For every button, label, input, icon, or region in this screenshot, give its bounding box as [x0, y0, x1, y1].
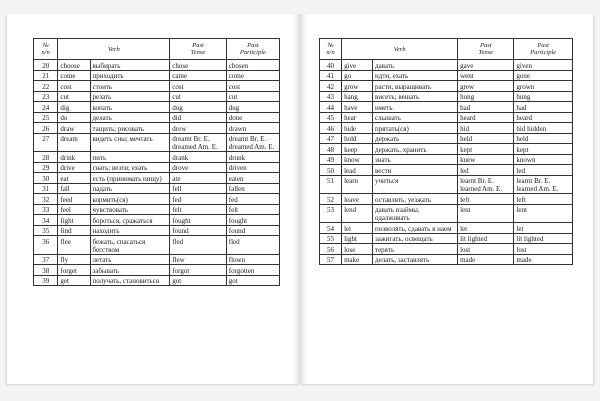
verb-infinitive: hold: [342, 133, 373, 144]
table-row: [320, 165, 573, 176]
table-header-row: [34, 39, 280, 60]
row-number: 20: [34, 60, 58, 71]
verb-infinitive: feel: [58, 204, 90, 215]
verb-past-participle: held: [514, 133, 573, 144]
verb-past-participle: chosen: [226, 60, 279, 71]
verb-infinitive: lose: [342, 244, 373, 255]
verb-translation: пить: [90, 152, 170, 163]
verb-past-tense: hid: [458, 123, 514, 134]
row-number: 44: [320, 102, 342, 113]
verb-past-tense: led: [458, 165, 514, 176]
verb-past-tense: got: [170, 275, 227, 286]
verb-past-tense: drew: [170, 123, 227, 134]
verb-translation: зажигать, освещать: [373, 233, 458, 244]
verb-infinitive: keep: [342, 144, 373, 155]
table-row: [320, 144, 573, 155]
table-row: [320, 254, 573, 265]
row-number: 26: [34, 123, 58, 134]
verb-translation: резать: [90, 91, 170, 102]
verb-infinitive: flee: [58, 236, 90, 255]
table-row: [320, 70, 573, 81]
verb-past-tense: fled: [170, 236, 227, 255]
verb-translation: бежать, спасаться бегством: [90, 236, 170, 255]
row-number: 42: [320, 81, 342, 92]
verb-infinitive: learn: [342, 175, 373, 194]
verb-past-tense: chose: [170, 60, 227, 71]
verb-infinitive: come: [58, 70, 90, 81]
verb-infinitive: go: [342, 70, 373, 81]
verb-past-participle: cost: [226, 81, 279, 92]
verb-infinitive: cut: [58, 91, 90, 102]
table-row: [320, 112, 573, 123]
verb-infinitive: fly: [58, 254, 90, 265]
verb-past-tense: grew: [458, 81, 514, 92]
verb-infinitive: make: [342, 254, 373, 265]
verb-past-participle: learnt Br. E. learned Am. E.: [514, 175, 573, 194]
table-row: [34, 152, 280, 163]
verb-infinitive: feed: [58, 194, 90, 205]
row-number: 35: [34, 225, 58, 236]
verb-translation: оставлять, уезжать: [373, 194, 458, 205]
verb-past-participle: fallen: [226, 183, 279, 194]
verb-infinitive: let: [342, 223, 373, 234]
table-row: [34, 254, 280, 265]
header-verb: Verb: [342, 39, 458, 60]
verb-translation: чувствовать: [90, 204, 170, 215]
table-row: [320, 194, 573, 205]
table-row: [34, 183, 280, 194]
verb-past-participle: flown: [226, 254, 279, 265]
row-number: 30: [34, 173, 58, 184]
verb-past-tense: felt: [170, 204, 227, 215]
row-number: 54: [320, 223, 342, 234]
right-page: [300, 14, 593, 384]
verb-past-participle: lit lighted: [514, 233, 573, 244]
verb-translation: стоить: [90, 81, 170, 92]
table-row: [34, 173, 280, 184]
row-number: 49: [320, 154, 342, 165]
table-row: [320, 233, 573, 244]
verb-past-participle: drawn: [226, 123, 279, 134]
verb-past-tense: cut: [170, 91, 227, 102]
table-row: [320, 123, 573, 134]
verb-translation: расти, выращивать: [373, 81, 458, 92]
row-number: 51: [320, 175, 342, 194]
verb-infinitive: lead: [342, 165, 373, 176]
verb-translation: вести: [373, 165, 458, 176]
verb-infinitive: fall: [58, 183, 90, 194]
verb-past-tense: left: [458, 194, 514, 205]
verb-past-participle: led: [514, 165, 573, 176]
verb-past-tense: ate: [170, 173, 227, 184]
verb-translation: позволять, сдавать в наем: [373, 223, 458, 234]
verb-past-participle: gone: [514, 70, 573, 81]
verb-past-participle: cut: [226, 91, 279, 102]
verb-translation: выбирать: [90, 60, 170, 71]
verb-translation: забывать: [90, 265, 170, 276]
row-number: 53: [320, 204, 342, 223]
row-number: 33: [34, 204, 58, 215]
verb-past-tense: flew: [170, 254, 227, 265]
verb-translation: есть (принимать пищу): [90, 173, 170, 184]
row-number: 39: [34, 275, 58, 286]
verb-past-participle: given: [514, 60, 573, 71]
header-past-tense: Past Tense: [170, 39, 227, 60]
verb-infinitive: fight: [58, 215, 90, 226]
verb-past-participle: let: [514, 223, 573, 234]
verb-translation: терять: [373, 244, 458, 255]
verb-past-participle: made: [514, 254, 573, 265]
verb-infinitive: get: [58, 275, 90, 286]
verb-translation: идти, ехать: [373, 70, 458, 81]
table-row: [320, 91, 573, 102]
table-row: [34, 112, 280, 123]
table-row: [34, 225, 280, 236]
verb-past-tense: fed: [170, 194, 227, 205]
verb-infinitive: hide: [342, 123, 373, 134]
irregular-verbs-table-left: [33, 38, 280, 286]
verb-past-participle: had: [514, 102, 573, 113]
row-number: 25: [34, 112, 58, 123]
verb-past-participle: done: [226, 112, 279, 123]
verb-past-tense: found: [170, 225, 227, 236]
table-row: [34, 123, 280, 134]
verb-translation: бороться, сражаться: [90, 215, 170, 226]
verb-infinitive: leave: [342, 194, 373, 205]
verb-translation: слышать: [373, 112, 458, 123]
row-number: 29: [34, 162, 58, 173]
verb-past-participle: forgotten: [226, 265, 279, 276]
verb-infinitive: do: [58, 112, 90, 123]
verb-infinitive: dig: [58, 102, 90, 113]
verb-past-tense: dug: [170, 102, 227, 113]
row-number: 23: [34, 91, 58, 102]
row-number: 40: [320, 60, 342, 71]
table-row: [320, 204, 573, 223]
verb-past-participle: come: [226, 70, 279, 81]
verb-past-tense: made: [458, 254, 514, 265]
table-row: [34, 133, 280, 152]
verb-past-tense: went: [458, 70, 514, 81]
verb-translation: падать: [90, 183, 170, 194]
row-number: 36: [34, 236, 58, 255]
row-number: 34: [34, 215, 58, 226]
row-number: 46: [320, 123, 342, 134]
table-row: [320, 81, 573, 92]
verb-past-tense: drank: [170, 152, 227, 163]
verb-past-participle: drunk: [226, 152, 279, 163]
verb-infinitive: cost: [58, 81, 90, 92]
verb-infinitive: choose: [58, 60, 90, 71]
table-row: [34, 236, 280, 255]
verb-past-tense: knew: [458, 154, 514, 165]
verb-translation: получать, становиться: [90, 275, 170, 286]
verb-past-participle: hid hidden: [514, 123, 573, 134]
header-past-tense: Past Tense: [458, 39, 514, 60]
table-row: [34, 204, 280, 215]
verb-translation: видеть сны; мечтать: [90, 133, 170, 152]
row-number: 41: [320, 70, 342, 81]
row-number: 57: [320, 254, 342, 265]
header-verb: Verb: [58, 39, 170, 60]
verb-infinitive: draw: [58, 123, 90, 134]
header-number: № п/п: [320, 39, 342, 60]
verb-past-participle: driven: [226, 162, 279, 173]
table-row: [34, 91, 280, 102]
verb-past-participle: dug: [226, 102, 279, 113]
verb-infinitive: find: [58, 225, 90, 236]
verb-past-tense: learnt Br. E. learned Am. E.: [458, 175, 514, 194]
verb-past-participle: lent: [514, 204, 573, 223]
verb-past-tense: held: [458, 133, 514, 144]
row-number: 56: [320, 244, 342, 255]
row-number: 31: [34, 183, 58, 194]
verb-past-participle: fled: [226, 236, 279, 255]
verb-translation: прятать(ся): [373, 123, 458, 134]
table-row: [320, 244, 573, 255]
row-number: 22: [34, 81, 58, 92]
table-row: [320, 154, 573, 165]
verb-past-tense: gave: [458, 60, 514, 71]
verb-infinitive: drink: [58, 152, 90, 163]
row-number: 28: [34, 152, 58, 163]
table-header-row: [320, 39, 573, 60]
header-past-participle: Past Participle: [226, 39, 279, 60]
verb-translation: приходить: [90, 70, 170, 81]
row-number: 48: [320, 144, 342, 155]
table-row: [34, 162, 280, 173]
table-row: [320, 102, 573, 113]
verb-past-tense: fought: [170, 215, 227, 226]
verb-past-tense: let: [458, 223, 514, 234]
irregular-verbs-table-right: [319, 38, 573, 265]
verb-past-tense: lost: [458, 244, 514, 255]
table-row: [34, 60, 280, 71]
row-number: 50: [320, 165, 342, 176]
verb-translation: делать, заставлять: [373, 254, 458, 265]
verb-translation: давать: [373, 60, 458, 71]
verb-infinitive: have: [342, 102, 373, 113]
table-row: [34, 70, 280, 81]
verb-infinitive: forget: [58, 265, 90, 276]
verb-past-tense: forgot: [170, 265, 227, 276]
table-row: [34, 265, 280, 276]
verb-past-tense: did: [170, 112, 227, 123]
verb-past-tense: dreamt Br. E. dreamed Am. E.: [170, 133, 227, 152]
verb-past-participle: got: [226, 275, 279, 286]
table-row: [320, 175, 573, 194]
row-number: 45: [320, 112, 342, 123]
verb-translation: делать: [90, 112, 170, 123]
verb-infinitive: give: [342, 60, 373, 71]
verb-past-tense: cost: [170, 81, 227, 92]
table-row: [320, 133, 573, 144]
verb-past-participle: hung: [514, 91, 573, 102]
row-number: 24: [34, 102, 58, 113]
verb-past-participle: known: [514, 154, 573, 165]
table-row: [320, 60, 573, 71]
verb-translation: висеть; вешать: [373, 91, 458, 102]
verb-past-participle: lost: [514, 244, 573, 255]
verb-past-tense: fell: [170, 183, 227, 194]
verb-translation: держать, хранить: [373, 144, 458, 155]
verb-infinitive: lend: [342, 204, 373, 223]
left-page: [7, 14, 300, 384]
table-row: [34, 215, 280, 226]
verb-infinitive: dream: [58, 133, 90, 152]
verb-translation: летать: [90, 254, 170, 265]
table-row: [320, 223, 573, 234]
verb-past-participle: eaten: [226, 173, 279, 184]
verb-translation: иметь: [373, 102, 458, 113]
row-number: 37: [34, 254, 58, 265]
verb-past-tense: lent: [458, 204, 514, 223]
verb-past-participle: felt: [226, 204, 279, 215]
table-row: [34, 102, 280, 113]
verb-translation: давать взаймы, одалживать: [373, 204, 458, 223]
row-number: 55: [320, 233, 342, 244]
row-number: 27: [34, 133, 58, 152]
row-number: 43: [320, 91, 342, 102]
verb-past-tense: came: [170, 70, 227, 81]
verb-infinitive: grow: [342, 81, 373, 92]
row-number: 32: [34, 194, 58, 205]
verb-translation: гнать; везти; ехать: [90, 162, 170, 173]
table-row: [34, 81, 280, 92]
verb-past-tense: kept: [458, 144, 514, 155]
verb-past-participle: grown: [514, 81, 573, 92]
verb-infinitive: light: [342, 233, 373, 244]
verb-past-participle: left: [514, 194, 573, 205]
verb-past-tense: heard: [458, 112, 514, 123]
verb-past-participle: fought: [226, 215, 279, 226]
verb-infinitive: hang: [342, 91, 373, 102]
verb-translation: учиться: [373, 175, 458, 194]
verb-past-participle: fed: [226, 194, 279, 205]
row-number: 47: [320, 133, 342, 144]
verb-infinitive: eat: [58, 173, 90, 184]
verb-translation: копать: [90, 102, 170, 113]
verb-past-tense: had: [458, 102, 514, 113]
verb-past-participle: heard: [514, 112, 573, 123]
verb-translation: знать: [373, 154, 458, 165]
verb-translation: держать: [373, 133, 458, 144]
verb-infinitive: hear: [342, 112, 373, 123]
verb-infinitive: know: [342, 154, 373, 165]
verb-past-participle: found: [226, 225, 279, 236]
verb-past-participle: kept: [514, 144, 573, 155]
table-row: [34, 275, 280, 286]
verb-translation: кормить(ся): [90, 194, 170, 205]
verb-past-participle: dreamt Br. E. dreamed Am. E.: [226, 133, 279, 152]
verb-translation: тащить; рисовать: [90, 123, 170, 134]
table-row: [34, 194, 280, 205]
row-number: 21: [34, 70, 58, 81]
verb-infinitive: drive: [58, 162, 90, 173]
row-number: 38: [34, 265, 58, 276]
verb-past-tense: hung: [458, 91, 514, 102]
row-number: 52: [320, 194, 342, 205]
header-past-participle: Past Participle: [514, 39, 573, 60]
header-number: № п/п: [34, 39, 58, 60]
verb-past-tense: drove: [170, 162, 227, 173]
verb-past-tense: lit lighted: [458, 233, 514, 244]
verb-translation: находить: [90, 225, 170, 236]
